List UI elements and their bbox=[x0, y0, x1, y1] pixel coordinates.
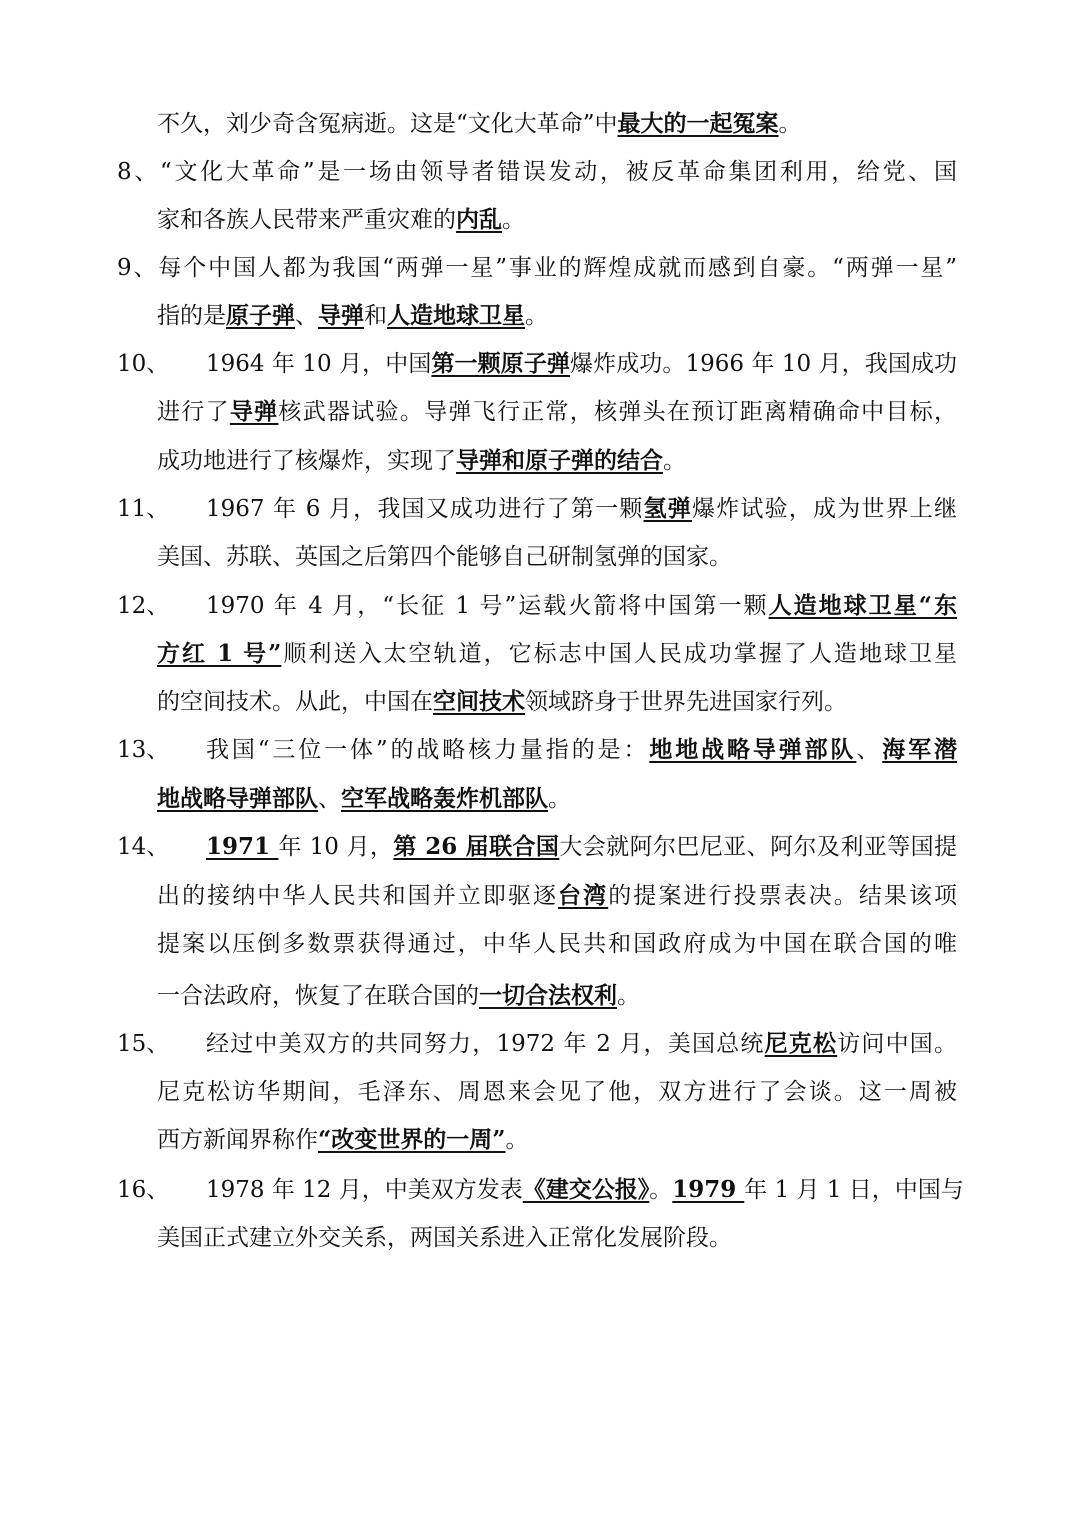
line-text bbox=[157, 682, 957, 722]
key-term: 导弹和原子弹的结合 bbox=[456, 447, 663, 474]
line-text bbox=[117, 152, 957, 192]
text-segment: 一合法政府，恢复了在联合国的 bbox=[157, 983, 479, 1009]
text-line bbox=[0, 248, 1075, 288]
line-text bbox=[206, 827, 957, 867]
text-segment: 年 10 月， bbox=[278, 834, 394, 860]
item-number: 12、 bbox=[117, 593, 170, 619]
text-segment: 出的接纳中华人民共和国并立即驱逐 bbox=[157, 883, 559, 909]
key-term: 1979 bbox=[672, 1176, 745, 1203]
item-number: 15、 bbox=[117, 1031, 170, 1057]
key-term: 内乱 bbox=[456, 206, 502, 233]
text-segment: 的空间技术。从此，中国在 bbox=[157, 689, 433, 715]
key-term: 人造地球卫星 bbox=[387, 302, 525, 329]
text-line bbox=[0, 344, 1075, 384]
text-line bbox=[0, 827, 1075, 867]
text-segment: 顺利送入太空轨道，它标志中国人民成功掌握了人造地球卫星 bbox=[281, 641, 958, 667]
text-segment: 指的是 bbox=[157, 303, 226, 329]
text-line bbox=[0, 200, 1075, 240]
key-term: 台湾 bbox=[558, 882, 609, 909]
key-term: 人造地球卫星“东 bbox=[768, 592, 958, 619]
text-segment: 爆炸试验，成为世界上继 bbox=[691, 496, 957, 522]
text-segment: 8、“文化大革命”是一场由领导者错误发动，被反革命集团利用，给党、国 bbox=[117, 159, 957, 185]
text-line bbox=[0, 104, 1075, 144]
line-text bbox=[206, 586, 957, 626]
text-line bbox=[0, 537, 1075, 577]
text-segment: 1970 年 4 月，“长征 1 号”运载火箭将中国第一颗 bbox=[206, 593, 769, 619]
text-segment: 、 bbox=[318, 786, 341, 812]
key-term: 《建交公报》 bbox=[522, 1176, 650, 1203]
key-term: 导弹 bbox=[318, 302, 364, 329]
text-line bbox=[0, 876, 1075, 916]
text-segment: 、 bbox=[856, 737, 883, 763]
key-term: 第一颗原子弹 bbox=[431, 350, 571, 377]
text-segment: 。 bbox=[548, 786, 571, 812]
text-line bbox=[0, 152, 1075, 192]
key-term: 海军潜 bbox=[882, 736, 958, 763]
line-text bbox=[206, 344, 957, 384]
line-text bbox=[117, 248, 957, 288]
text-segment: 大会就阿尔巴尼亚、阿尔及利亚等国提 bbox=[559, 834, 957, 860]
line-text bbox=[157, 441, 957, 481]
line-text bbox=[157, 200, 957, 240]
text-segment: 年 1 月 1 日，中国与 bbox=[744, 1177, 964, 1203]
text-segment: 访问中国。 bbox=[837, 1031, 957, 1057]
text-segment: 经过中美双方的共同努力，1972 年 2 月，美国总统 bbox=[206, 1031, 765, 1057]
line-text bbox=[157, 1120, 957, 1160]
text-segment: 9、每个中国人都为我国“两弹一星”事业的辉煌成就而感到自豪。“两弹一星” bbox=[117, 255, 957, 281]
text-segment: 美国正式建立外交关系，两国关系进入正常化发展阶段。 bbox=[157, 1225, 732, 1251]
line-text bbox=[157, 392, 957, 432]
key-term: “改变世界的一周” bbox=[318, 1126, 506, 1153]
key-term: 地地战略导弹部队 bbox=[649, 736, 857, 763]
key-term: 方红 1 号” bbox=[157, 640, 282, 667]
text-line bbox=[0, 586, 1075, 626]
text-segment: 家和各族人民带来严重灾难的 bbox=[157, 207, 456, 233]
text-line bbox=[0, 489, 1075, 529]
text-segment: 的提案进行投票表决。结果该项 bbox=[608, 883, 958, 909]
line-text bbox=[157, 537, 957, 577]
text-segment: 。 bbox=[778, 111, 802, 137]
key-term: 地战略导弹部队 bbox=[157, 785, 318, 812]
text-line bbox=[0, 296, 1075, 336]
text-line bbox=[0, 976, 1075, 1016]
key-term: 最大的一起冤案 bbox=[617, 110, 779, 137]
line-text bbox=[206, 1170, 964, 1210]
text-line bbox=[0, 779, 1075, 819]
key-term: 导弹 bbox=[229, 398, 279, 425]
text-segment: 进行了 bbox=[157, 399, 230, 425]
line-text bbox=[157, 1072, 957, 1112]
line-text bbox=[157, 876, 957, 916]
text-segment: 和 bbox=[364, 303, 387, 329]
line-text bbox=[206, 730, 957, 770]
text-line bbox=[0, 634, 1075, 674]
text-segment: 1964 年 10 月，中国 bbox=[206, 351, 432, 377]
text-segment: 1978 年 12 月，中美双方发表 bbox=[206, 1177, 523, 1203]
item-number: 14、 bbox=[117, 834, 170, 860]
line-text bbox=[206, 1024, 957, 1064]
line-text bbox=[157, 976, 957, 1016]
line-text bbox=[157, 296, 957, 336]
key-term: 尼克松 bbox=[764, 1030, 838, 1057]
key-term: 第 26 届联合国 bbox=[393, 833, 560, 860]
line-text bbox=[157, 779, 957, 819]
line-text bbox=[157, 924, 957, 964]
text-segment: 。 bbox=[525, 303, 548, 329]
text-segment: 。 bbox=[502, 207, 525, 233]
text-line bbox=[0, 1218, 1075, 1258]
item-number: 10、 bbox=[117, 351, 170, 377]
text-segment: 领域跻身于世界先进国家行列。 bbox=[525, 689, 847, 715]
text-segment: 西方新闻界称作 bbox=[157, 1127, 318, 1153]
text-line bbox=[0, 1120, 1075, 1160]
text-segment: 核武器试验。导弹飞行正常，核弹头在预订距离精确命中目标， bbox=[278, 399, 957, 425]
key-term: 一切合法权利 bbox=[479, 982, 617, 1009]
text-line bbox=[0, 441, 1075, 481]
text-segment: 。 bbox=[505, 1127, 529, 1153]
key-term: 空间技术 bbox=[433, 688, 525, 715]
text-line bbox=[0, 1024, 1075, 1064]
text-segment: 爆炸成功。1966 年 10 月，我国成功 bbox=[570, 351, 958, 377]
text-segment: 提案以压倒多数票获得通过，中华人民共和国政府成为中国在联合国的唯 bbox=[157, 931, 957, 957]
text-line bbox=[0, 924, 1075, 964]
text-segment: 美国、苏联、英国之后第四个能够自己研制氢弹的国家。 bbox=[157, 544, 732, 570]
item-number: 16、 bbox=[117, 1177, 170, 1203]
text-line bbox=[0, 682, 1075, 722]
line-text bbox=[206, 489, 957, 529]
text-segment: 成功地进行了核爆炸，实现了 bbox=[157, 448, 456, 474]
key-term: 原子弹 bbox=[226, 302, 295, 329]
text-line bbox=[0, 730, 1075, 770]
line-text bbox=[157, 1218, 957, 1258]
item-number: 11、 bbox=[117, 496, 170, 522]
text-segment: 1967 年 6 月，我国又成功进行了第一颗 bbox=[206, 496, 644, 522]
text-segment: 尼克松访华期间，毛泽东、周恩来会见了他，双方进行了会谈。这一周被 bbox=[157, 1079, 957, 1105]
text-segment: 。 bbox=[617, 983, 640, 1009]
key-term: 氢弹 bbox=[643, 495, 692, 522]
text-line bbox=[0, 392, 1075, 432]
line-text bbox=[157, 634, 957, 674]
text-segment: 。 bbox=[649, 1177, 673, 1203]
text-line bbox=[0, 1170, 1075, 1210]
text-segment: 不久，刘少奇含冤病逝。这是“文化大革命”中 bbox=[157, 111, 618, 137]
item-number: 13、 bbox=[117, 737, 170, 763]
key-term: 空军战略轰炸机部队 bbox=[341, 785, 548, 812]
text-segment: 我国“三位一体”的战略核力量指的是： bbox=[206, 737, 650, 763]
text-segment: 。 bbox=[663, 448, 686, 474]
key-term: 1971 bbox=[206, 833, 279, 860]
line-text bbox=[157, 104, 957, 144]
text-segment: 、 bbox=[295, 303, 318, 329]
text-line bbox=[0, 1072, 1075, 1112]
